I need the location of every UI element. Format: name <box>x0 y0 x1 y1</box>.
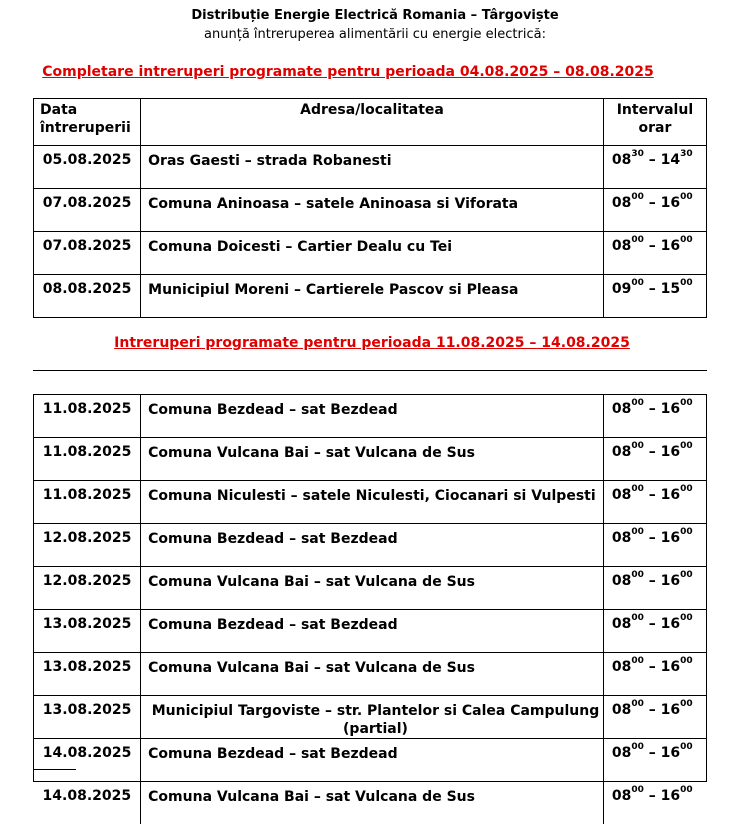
outage-table-1 <box>33 98 707 318</box>
interval-end-minute: 00 <box>680 699 693 709</box>
interval-start-minute: 30 <box>631 149 644 159</box>
interval-start-hour: 08 <box>612 152 631 168</box>
interval-start-minute: 00 <box>631 235 644 245</box>
column-header-interval: Intervalul orar <box>603 99 706 146</box>
interval-start-hour: 08 <box>612 401 631 417</box>
outage-date: 14.08.2025 <box>34 739 141 782</box>
outage-date: 11.08.2025 <box>34 438 141 481</box>
interval-end-hour: 15 <box>661 281 680 297</box>
interval-start-minute: 00 <box>631 742 644 752</box>
interval-start-minute: 00 <box>631 441 644 451</box>
interval-end-minute: 00 <box>680 570 693 580</box>
interval-end-hour: 16 <box>661 573 680 589</box>
interval-end-hour: 16 <box>661 238 680 254</box>
interval-start-minute: 00 <box>631 192 644 202</box>
interval-end-minute: 00 <box>680 742 693 752</box>
interval-start-minute: 00 <box>631 484 644 494</box>
table-row <box>34 739 707 782</box>
outage-address: Comuna Vulcana Bai – sat Vulcana de Sus <box>141 782 604 824</box>
interval-end-hour: 14 <box>661 152 680 168</box>
interval-end-minute: 00 <box>680 235 693 245</box>
outage-date: 13.08.2025 <box>34 610 141 653</box>
outage-date: 08.08.2025 <box>34 275 141 318</box>
interval-end-minute: 00 <box>680 613 693 623</box>
interval-end-hour: 16 <box>661 616 680 632</box>
outage-interval: $08^{00} - 16^{00}$ <box>603 653 706 696</box>
table-row <box>34 567 707 610</box>
outage-date: 12.08.2025 <box>34 524 141 567</box>
outage-date: 12.08.2025 <box>34 567 141 610</box>
column-header-date: Data întreruperii <box>34 99 141 146</box>
outage-interval: $08^{00} - 16^{00}$ <box>603 438 706 481</box>
interval-end-minute: 00 <box>680 785 693 795</box>
outage-interval: $08^{30} - 14^{30}$ <box>603 146 706 189</box>
table-row <box>34 275 707 318</box>
interval-end-hour: 16 <box>661 745 680 761</box>
table-row <box>34 189 707 232</box>
interval-end-minute: 00 <box>680 484 693 494</box>
interval-start-hour: 08 <box>612 530 631 546</box>
table-row <box>34 395 707 438</box>
interval-end-minute: 00 <box>680 398 693 408</box>
interval-start-minute: 00 <box>631 570 644 580</box>
divider <box>33 769 76 770</box>
outage-address: Oras Gaesti – strada Robanesti <box>141 146 604 189</box>
table-row <box>34 696 707 739</box>
outage-date: 11.08.2025 <box>34 395 141 438</box>
interval-end-hour: 16 <box>661 530 680 546</box>
outage-interval: $08^{00} - 16^{00}$ <box>603 524 706 567</box>
interval-start-hour: 08 <box>612 195 631 211</box>
interval-end-hour: 16 <box>661 444 680 460</box>
outage-address: Comuna Vulcana Bai – sat Vulcana de Sus <box>141 653 604 696</box>
interval-start-hour: 08 <box>612 444 631 460</box>
outage-interval: $08^{00} - 16^{00}$ <box>603 481 706 524</box>
interval-start-hour: 08 <box>612 702 631 718</box>
outage-interval: $08^{00} - 16^{00}$ <box>603 739 706 782</box>
outage-address: Comuna Bezdead – sat Bezdead <box>141 739 604 782</box>
table-row <box>34 524 707 567</box>
table-row <box>34 610 707 653</box>
interval-start-hour: 08 <box>612 573 631 589</box>
table-row <box>34 782 707 824</box>
interval-start-hour: 08 <box>612 745 631 761</box>
outage-address: Comuna Doicesti – Cartier Dealu cu Tei <box>141 232 604 275</box>
interval-start-minute: 00 <box>631 613 644 623</box>
table-header-row <box>34 99 707 146</box>
interval-start-hour: 09 <box>612 281 631 297</box>
table-row <box>34 146 707 189</box>
outage-address: Municipiul Moreni – Cartierele Pascov si Pleasa <box>141 275 604 318</box>
interval-start-minute: 00 <box>631 785 644 795</box>
outage-date: 14.08.2025 <box>34 782 141 824</box>
document-title: Distribuție Energie Electrică Romania – Târgoviște <box>0 8 750 23</box>
interval-start-hour: 08 <box>612 616 631 632</box>
interval-end-hour: 16 <box>661 788 680 804</box>
outage-interval: $08^{00} - 16^{00}$ <box>603 696 706 739</box>
outage-interval: $08^{00} - 16^{00}$ <box>603 610 706 653</box>
interval-start-minute: 00 <box>631 656 644 666</box>
divider <box>33 370 707 371</box>
outage-address: Comuna Bezdead – sat Bezdead <box>141 610 604 653</box>
interval-end-minute: 30 <box>680 149 693 159</box>
interval-end-minute: 00 <box>680 527 693 537</box>
table-row <box>34 481 707 524</box>
column-header-address: Adresa/localitatea <box>141 99 604 146</box>
outage-address: Comuna Bezdead – sat Bezdead <box>141 524 604 567</box>
section1-title: Completare intreruperi programate pentru perioada 04.08.2025 – 08.08.2025 <box>0 64 723 80</box>
outage-address: Comuna Niculesti – satele Niculesti, Ciocanari si Vulpesti <box>141 481 604 524</box>
outage-address: Comuna Vulcana Bai – sat Vulcana de Sus <box>141 438 604 481</box>
outage-interval: $08^{00} - 16^{00}$ <box>603 189 706 232</box>
interval-start-minute: 00 <box>631 398 644 408</box>
outage-interval: $09^{00} - 15^{00}$ <box>603 275 706 318</box>
interval-end-minute: 00 <box>680 278 693 288</box>
outage-address: Comuna Aninoasa – satele Aninoasa si Viforata <box>141 189 604 232</box>
interval-end-hour: 16 <box>661 401 680 417</box>
interval-start-minute: 00 <box>631 278 644 288</box>
interval-end-minute: 00 <box>680 656 693 666</box>
section2-title: Intreruperi programate pentru perioada 11.08.2025 – 14.08.2025 <box>0 335 747 351</box>
outage-date: 05.08.2025 <box>34 146 141 189</box>
table-row <box>34 232 707 275</box>
outage-interval: $08^{00} - 16^{00}$ <box>603 232 706 275</box>
document-subtitle: anunță întreruperea alimentării cu energie electrică: <box>0 27 750 42</box>
interval-end-hour: 16 <box>661 487 680 503</box>
table-row <box>34 653 707 696</box>
interval-start-hour: 08 <box>612 788 631 804</box>
interval-start-minute: 00 <box>631 527 644 537</box>
interval-end-hour: 16 <box>661 702 680 718</box>
outage-address: Comuna Vulcana Bai – sat Vulcana de Sus <box>141 567 604 610</box>
interval-end-minute: 00 <box>680 192 693 202</box>
interval-start-hour: 08 <box>612 487 631 503</box>
outage-date: 07.08.2025 <box>34 232 141 275</box>
interval-end-hour: 16 <box>661 659 680 675</box>
table-row <box>34 438 707 481</box>
outage-interval: $08^{00} - 16^{00}$ <box>603 395 706 438</box>
outage-date: 13.08.2025 <box>34 653 141 696</box>
outage-address: Comuna Bezdead – sat Bezdead <box>141 395 604 438</box>
outage-interval: $08^{00} - 16^{00}$ <box>603 782 706 824</box>
outage-date: 07.08.2025 <box>34 189 141 232</box>
interval-start-hour: 08 <box>612 238 631 254</box>
outage-date: 11.08.2025 <box>34 481 141 524</box>
interval-start-minute: 00 <box>631 699 644 709</box>
interval-start-hour: 08 <box>612 659 631 675</box>
interval-end-hour: 16 <box>661 195 680 211</box>
outage-interval: $08^{00} - 16^{00}$ <box>603 567 706 610</box>
interval-end-minute: 00 <box>680 441 693 451</box>
outage-date: 13.08.2025 <box>34 696 141 739</box>
outage-address: Municipiul Targoviste – str. Plantelor si Calea Campulung (partial) <box>141 696 604 739</box>
outage-table-2 <box>33 394 707 824</box>
